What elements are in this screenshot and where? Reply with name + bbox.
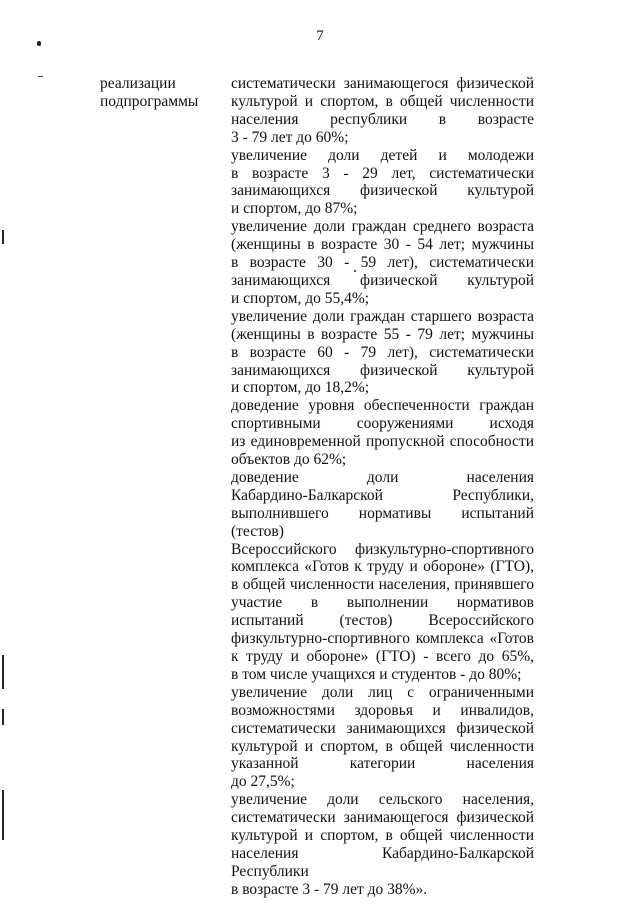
text-line: Кабардино-Балкарской Республики, <box>231 486 534 504</box>
text-line: и спортом, до 18,2%; <box>231 379 370 397</box>
scan-edge-mark <box>2 655 4 689</box>
text-line: культурой и спортом, в общей численности <box>231 92 534 110</box>
text-line: занимающихся физической культурой <box>231 182 534 200</box>
text-line: указанной категории населения <box>231 755 534 773</box>
text-line: населения Кабардино-Балкарской Республики <box>231 844 534 880</box>
text-line: до 27,5%; <box>231 773 295 791</box>
text-line: увеличение доли детей и молодежи <box>231 146 534 164</box>
text-line: комплекса «Готов к труду и обороне» (ГТО), <box>231 558 534 576</box>
text-line: в возрасте 3 - 29 лет, систематически <box>231 164 534 182</box>
text-line: увеличение доли граждан среднего возраста <box>231 218 534 236</box>
table-content-cell <box>231 75 534 899</box>
text-line: увеличение доли сельского населения, <box>231 791 534 809</box>
text-line: увеличение доли граждан старшего возраста <box>231 307 534 325</box>
text-line: объектов до 62%; <box>231 451 347 469</box>
text-line: в возрасте 3 - 79 лет до 38%». <box>231 880 428 898</box>
page-number: 7 <box>316 28 324 44</box>
label-line: реализации <box>100 75 176 92</box>
text-paragraph <box>231 791 534 898</box>
text-line: возможностями здоровья и инвалидов, <box>231 701 534 719</box>
text-line: систематически занимающихся физической <box>231 719 534 737</box>
text-paragraph <box>231 469 534 684</box>
text-paragraph <box>231 147 534 219</box>
text-line: культурой и спортом, в общей численности <box>231 737 534 755</box>
text-line: (женщины в возрасте 30 - 54 лет; мужчины <box>231 236 534 254</box>
text-paragraph <box>231 75 534 147</box>
text-line: Всероссийского физкультурно-спортивного <box>231 540 534 558</box>
text-line: 3 - 79 лет до 60%; <box>231 128 349 146</box>
text-line: в возрасте 30 - 59 лет), систематически <box>231 254 534 272</box>
text-line: (женщины в возрасте 55 - 79 лет; мужчины <box>231 325 534 343</box>
text-line: систематически занимающегося физической <box>231 75 534 92</box>
text-line: спортивными сооружениями исходя <box>231 415 534 433</box>
text-paragraph <box>231 684 534 791</box>
text-line: в возрасте 60 - 79 лет), систематически <box>231 343 534 361</box>
text-line: систематически занимающегося физической <box>231 809 534 827</box>
text-line: населения республики в возрасте <box>231 110 534 128</box>
text-line: испытаний (тестов) Всероссийского <box>231 612 534 630</box>
text-line: занимающихся физической культурой <box>231 271 534 289</box>
text-paragraph <box>231 397 534 469</box>
text-line: доведение доли населения <box>231 468 534 486</box>
table-label-cell <box>100 75 220 112</box>
scan-edge-mark <box>2 790 4 840</box>
text-line: из единовременной пропускной способности <box>231 433 534 451</box>
text-line: выполнившего нормативы испытаний (тестов) <box>231 504 534 540</box>
scan-speck <box>38 76 43 77</box>
text-line: и спортом, до 87%; <box>231 200 358 218</box>
text-line: занимающихся физической культурой <box>231 361 534 379</box>
text-line: и спортом, до 55,4%; <box>231 289 370 307</box>
scan-edge-mark <box>2 230 4 244</box>
scan-edge-mark <box>2 709 4 725</box>
text-line: в общей численности населения, принявшего <box>231 576 534 594</box>
text-paragraph <box>231 218 534 308</box>
text-line: увеличение доли лиц с ограниченными <box>231 683 534 701</box>
text-line: в том числе учащихся и студентов - до 80%; <box>231 665 522 683</box>
scan-speck <box>37 41 41 46</box>
text-line: доведение уровня обеспеченности граждан <box>231 397 534 415</box>
text-line: к труду и обороне» (ГТО) - всего до 65%, <box>231 648 534 665</box>
text-line: культурой и спортом, в общей численности <box>231 827 534 845</box>
text-line: участие в выполнении нормативов <box>231 594 534 612</box>
label-line: подпрограммы <box>100 93 199 111</box>
text-line: физкультурно-спортивного комплекса «Готов <box>231 630 534 648</box>
text-paragraph <box>231 308 534 398</box>
